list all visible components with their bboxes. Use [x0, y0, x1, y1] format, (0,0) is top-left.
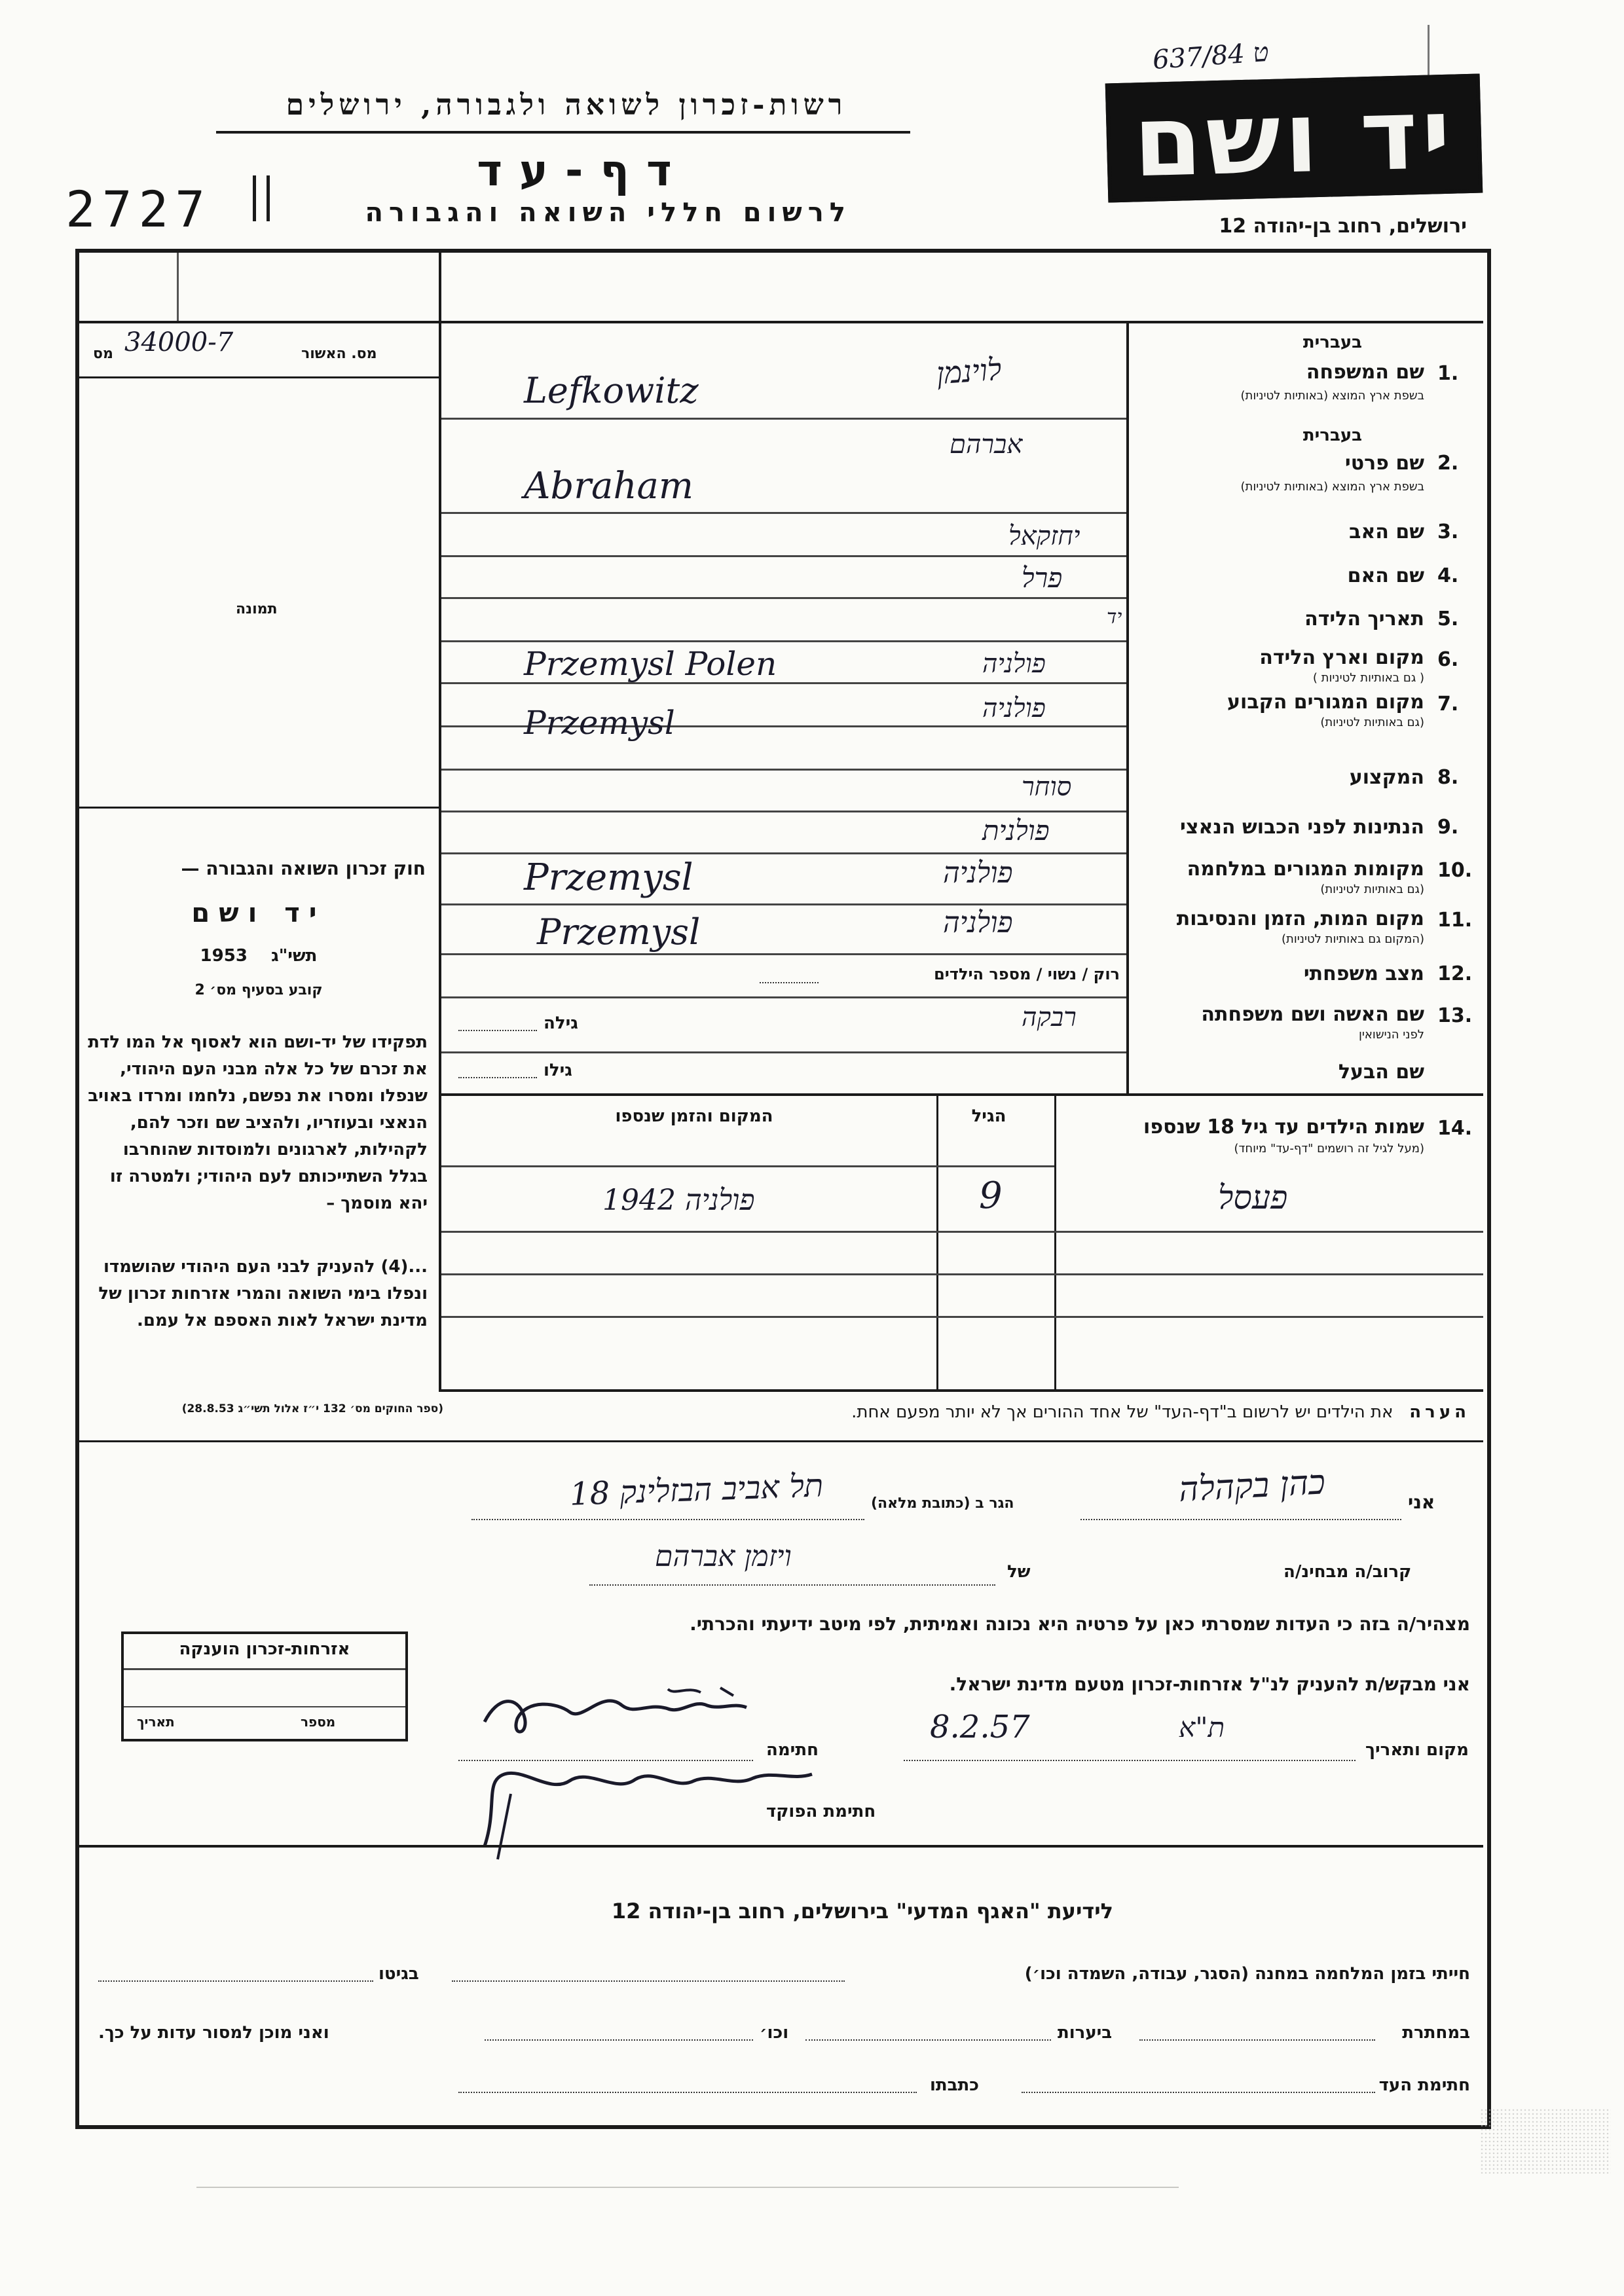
science-heading: לידיעת "האגף המדעי" בירושלים, רחוב בן-יהודה 12	[611, 1899, 1113, 1923]
field-11-label: מקום המות, הזמן והנסיבות	[1176, 907, 1424, 930]
field-11-latin: Przemysl	[537, 911, 701, 953]
children-col-place: המקום והזמן שנספו	[615, 1106, 773, 1126]
declarant-ani: אני	[1408, 1491, 1435, 1513]
scan-artifact-line	[196, 2187, 1179, 2188]
field-10-sub: (גם באותיות לטיניות)	[1320, 883, 1424, 896]
yad-vashem-logo	[1105, 74, 1483, 203]
field-7-latin: Przemysl	[524, 704, 675, 742]
declarant-signature	[471, 1676, 760, 1755]
science-line1-a: חייתי בזמן המלחמה במחנה (הסגר, עבודה, השמדה וכו׳)	[1024, 1964, 1470, 1984]
field-13-age-blank	[458, 1030, 537, 1031]
field-3-label: שם האב	[1349, 520, 1424, 543]
field-11-hebrew: פולניה	[943, 906, 1013, 939]
field-9-value: פולנית	[982, 814, 1050, 847]
science-line1-b: בגיטו	[378, 1964, 419, 1984]
request-text: אני מבקש/ת להעניק לנ"ל אזרחות-זכרון מטעם מדינת ישראל.	[949, 1673, 1470, 1695]
science-line3-b: כתבתו	[930, 2075, 980, 2095]
field-5-number: 5.	[1437, 608, 1459, 630]
law-source: (ספר החוקים מס׳ 132 י״ז אלול תשי״ג 28.8.53)	[181, 1402, 443, 1415]
relation-line	[589, 1584, 995, 1586]
authority-name: רשות-זכרון לשואה ולגבורה, ירושלים	[286, 88, 847, 122]
children-row-1-rule	[441, 1231, 1483, 1233]
field-1-label: שם המשפחה	[1306, 361, 1424, 384]
approval-number: 34000-7	[124, 327, 234, 357]
declarant-name: כהן בקהלה	[1177, 1463, 1327, 1510]
law-clause: קובע בסעיף מס׳ 2	[194, 982, 323, 998]
relation-value: ויזמן אברהם	[655, 1540, 792, 1573]
certificate-mid-rule	[124, 1706, 405, 1707]
form-subtitle: לרשום חללי השואה והגבורה	[365, 198, 851, 228]
law-name: יד ושם	[191, 898, 326, 928]
science-line2-d: ואני מוכן למסור עדות על כך.	[98, 2023, 329, 2043]
field-13-label: שם האשה ושם משפחתה	[1201, 1003, 1424, 1026]
relation-label: קרוב/ה מבחינ/ה	[1283, 1562, 1412, 1582]
law-year	[92, 946, 426, 966]
field-10-number: 10.	[1437, 859, 1473, 882]
corner-note: ט 637/84	[1151, 37, 1270, 76]
certificate-title-rule	[124, 1668, 405, 1670]
form-number: 2727	[65, 180, 212, 238]
photo-label: תמונה	[236, 601, 278, 617]
label-column-divider	[1126, 321, 1129, 1093]
row-line-12	[441, 953, 1126, 955]
science-line3-a: חתימת העד	[1378, 2075, 1470, 2095]
field-4-label: שם האם	[1347, 564, 1424, 587]
husband-age-blank	[458, 1077, 537, 1078]
field-8-label: המקצוע	[1349, 766, 1424, 789]
header-address: ירושלים, רחוב בן-יהודה 12	[1219, 215, 1467, 238]
row-line-3	[441, 555, 1126, 557]
field-9-number: 9.	[1437, 816, 1459, 839]
declaration-text: מצהיר/ה בזה כי העדות שמסרתי כאן על פרטיה היא נכונה ואמיתית, לפי מיטב ידיעתי והכרתי.	[690, 1613, 1470, 1635]
science-line2-a: במחתרת	[1402, 2023, 1470, 2043]
field-2-lang: בעברית	[1302, 426, 1362, 445]
row-line-11	[441, 903, 1126, 905]
science-line2-b: ביערות	[1058, 2023, 1113, 2043]
row-line-10	[441, 852, 1126, 854]
children-row-2-rule	[441, 1273, 1483, 1275]
field-2-number: 2.	[1437, 452, 1459, 475]
children-header-rule	[441, 1165, 1054, 1167]
children-age-col-left	[936, 1096, 938, 1392]
field-12-blank	[760, 982, 819, 983]
row-line-1	[441, 418, 1126, 420]
field-13-value: רבקה	[1022, 1002, 1077, 1032]
field-2-latin: Abraham	[524, 465, 693, 507]
science-line2-c: וכו׳	[760, 2023, 789, 2043]
field-5-label: תאריך הלידה	[1304, 608, 1424, 630]
field-10-hebrew: פולניה	[943, 856, 1013, 890]
approval-no-label: מס	[93, 346, 113, 362]
field-11-sub: (המקום גם באותיות לטיניות)	[1281, 932, 1424, 946]
field-13-sub: לפני הנישואין	[1358, 1028, 1424, 1042]
law-year-number: 1953	[200, 946, 248, 966]
declarant-bottom-rule	[79, 1845, 1483, 1848]
remark-label: הערה	[1409, 1402, 1470, 1422]
children-number: 14.	[1437, 1117, 1473, 1140]
children-label: שמות הילדים עד גיל 18 שנספו	[1143, 1116, 1424, 1139]
left-column-divider	[439, 253, 441, 1392]
certificate-title: אזרחות-זכרון הוענקה	[179, 1639, 350, 1659]
fields-bottom-line	[441, 1093, 1483, 1096]
field-12-number: 12.	[1437, 962, 1473, 985]
authority-underline	[216, 131, 910, 134]
science-line2-etc-blank	[485, 2039, 753, 2041]
corner-mark	[1428, 25, 1430, 77]
law-text: תפקידו של יד-ושם הוא לאסוף אל המו לדת את זכרם של כל אלה מבני העם היהודי, שנפלו ומסרו את נפשם, נלחמו ומרדו באויב הנאצי ובעוזריו, ולהציב שם וזכר להם, לקהילות, לארגונים ולמוסדות שהוחרבו בגלל השתייכותם לעם היהודי; ולמטרה זו יהא מוסמך –	[88, 1032, 428, 1213]
top-row-tick	[177, 253, 179, 321]
children-age-col-right	[1054, 1096, 1056, 1392]
husband-age-label: גילו	[544, 1061, 572, 1080]
place-date-line	[904, 1760, 1356, 1761]
declarant-name-line	[1080, 1519, 1401, 1520]
row-line-13	[441, 996, 1126, 998]
field-11-number: 11.	[1437, 909, 1473, 932]
science-line3-signature-blank	[1022, 2092, 1375, 2093]
signature-label: חתימה	[766, 1740, 819, 1760]
approval-divider	[79, 376, 439, 378]
husband-label: שם הבעל	[1338, 1061, 1424, 1084]
field-3-value: יחזקאל	[1008, 521, 1080, 551]
field-10-label: מקומות המגורים במלחמה	[1187, 858, 1424, 881]
field-6-sub: ( גם באותיות לטיניות )	[1312, 671, 1424, 685]
official-signature-label: חתימת הפוקד	[766, 1802, 876, 1821]
field-3-number: 3.	[1437, 520, 1459, 543]
field-6-latin: Przemysl Polen	[524, 645, 777, 683]
science-line2-underground-blank	[1139, 2039, 1375, 2041]
field-8-number: 8.	[1437, 766, 1459, 789]
relation-of: של	[1007, 1562, 1031, 1582]
certificate-date-label: תאריך	[137, 1714, 175, 1730]
remark	[851, 1402, 1470, 1422]
declarant-address: תל אביב הבזלינק 18	[569, 1467, 824, 1513]
field-13-age-label: גילה	[544, 1013, 578, 1033]
field-1-sub: בשפת ארץ המוצא (באותיות לטיניות)	[1240, 389, 1424, 403]
remark-rule	[79, 1440, 1483, 1442]
row-line-2	[441, 512, 1126, 514]
declaration-place: ת"א	[1179, 1711, 1225, 1743]
form-title: דף-עד	[477, 145, 689, 196]
law-year-hebrew: תשי"ג	[271, 946, 318, 966]
field-6-label: מקום וארץ הלידה	[1259, 646, 1424, 669]
field-12-label: מצב משפחתי	[1303, 962, 1424, 985]
science-line1-blank	[452, 1980, 845, 1982]
declaration-date: 8.2.57	[930, 1709, 1030, 1745]
field-2-hebrew: אברהם	[950, 429, 1023, 460]
field-6-number: 6.	[1437, 648, 1459, 671]
law-clause-4: ...(4) להעניק לבני העם היהודי שהושמדו ונפלו בימי השואה והמרי אזרחות זכרון של מדינת ישראל לאות האספם אל עמם.	[98, 1257, 428, 1330]
field-13-number: 13.	[1437, 1004, 1473, 1027]
row-line-14	[441, 1051, 1126, 1053]
field-7-number: 7.	[1437, 693, 1459, 716]
child-1-place: פולניה 1942	[602, 1184, 755, 1217]
field-7-sub: (גם באותיות לטיניות)	[1320, 716, 1424, 729]
field-9-label: הנתינות לפני הכבוש הנאצי	[1180, 816, 1424, 839]
science-line1-ghetto-blank	[98, 1980, 373, 1982]
children-bottom-rule	[441, 1389, 1483, 1392]
children-col-age: הגיל	[971, 1106, 1006, 1126]
field-5-value: יד	[1107, 606, 1122, 629]
law-title: חוק זכרון השואה והגבורה —	[181, 858, 426, 879]
filing-mark	[253, 175, 270, 221]
row-line-4	[441, 597, 1126, 599]
field-1-latin: Lefkowitz	[524, 370, 699, 411]
field-4-number: 4.	[1437, 564, 1459, 587]
field-1-hebrew: לוינמן	[935, 351, 1003, 392]
row-line-8	[441, 769, 1126, 771]
approval-label: מס. האשור	[301, 346, 377, 362]
logo-text: יד ושם	[1132, 77, 1456, 200]
place-date-label: מקום ותאריך	[1365, 1740, 1469, 1760]
row-line-5	[441, 640, 1126, 642]
field-7-hebrew: פולניה	[982, 693, 1046, 723]
certificate-number-label: מספר	[301, 1714, 336, 1730]
field-2-label: שם פרטי	[1344, 452, 1424, 475]
field-12-sub: רוק / נשוי / מספר הילדים	[934, 965, 1120, 983]
child-1-name: פעסל	[1218, 1178, 1288, 1216]
field-8-value: סוחר	[1022, 772, 1072, 802]
row-line-9	[441, 811, 1126, 812]
photo-divider	[79, 807, 439, 809]
field-1-lang: בעברית	[1302, 333, 1362, 352]
children-sub: (מעל לגיל זה רושמים "דף-עד" מיוחד)	[1234, 1142, 1424, 1156]
certificate-box	[121, 1631, 408, 1741]
scan-noise	[1480, 2108, 1611, 2174]
declarant-address-label: הגר ב (כתובת מלאה)	[871, 1495, 1014, 1512]
declarant-address-line	[471, 1519, 864, 1520]
field-7-label: מקום המגורים הקבוע	[1227, 691, 1424, 714]
child-1-age: 9	[979, 1175, 1003, 1217]
top-row-divider	[79, 321, 1483, 323]
science-line3-address-blank	[458, 2092, 917, 2093]
children-row-3-rule	[441, 1316, 1483, 1318]
remark-text: את הילדים יש לרשום ב"דף-העד" של אחד ההורים אך לא יותר מפעם אחת.	[851, 1402, 1393, 1422]
field-1-number: 1.	[1437, 362, 1459, 385]
field-4-value: פרל	[1022, 562, 1063, 594]
field-10-latin: Przemysl	[524, 856, 693, 899]
science-line2-forest-blank	[805, 2039, 1051, 2041]
field-2-sub: בשפת ארץ המוצא (באותיות לטיניות)	[1240, 480, 1424, 494]
field-6-hebrew: פולניה	[982, 649, 1046, 679]
